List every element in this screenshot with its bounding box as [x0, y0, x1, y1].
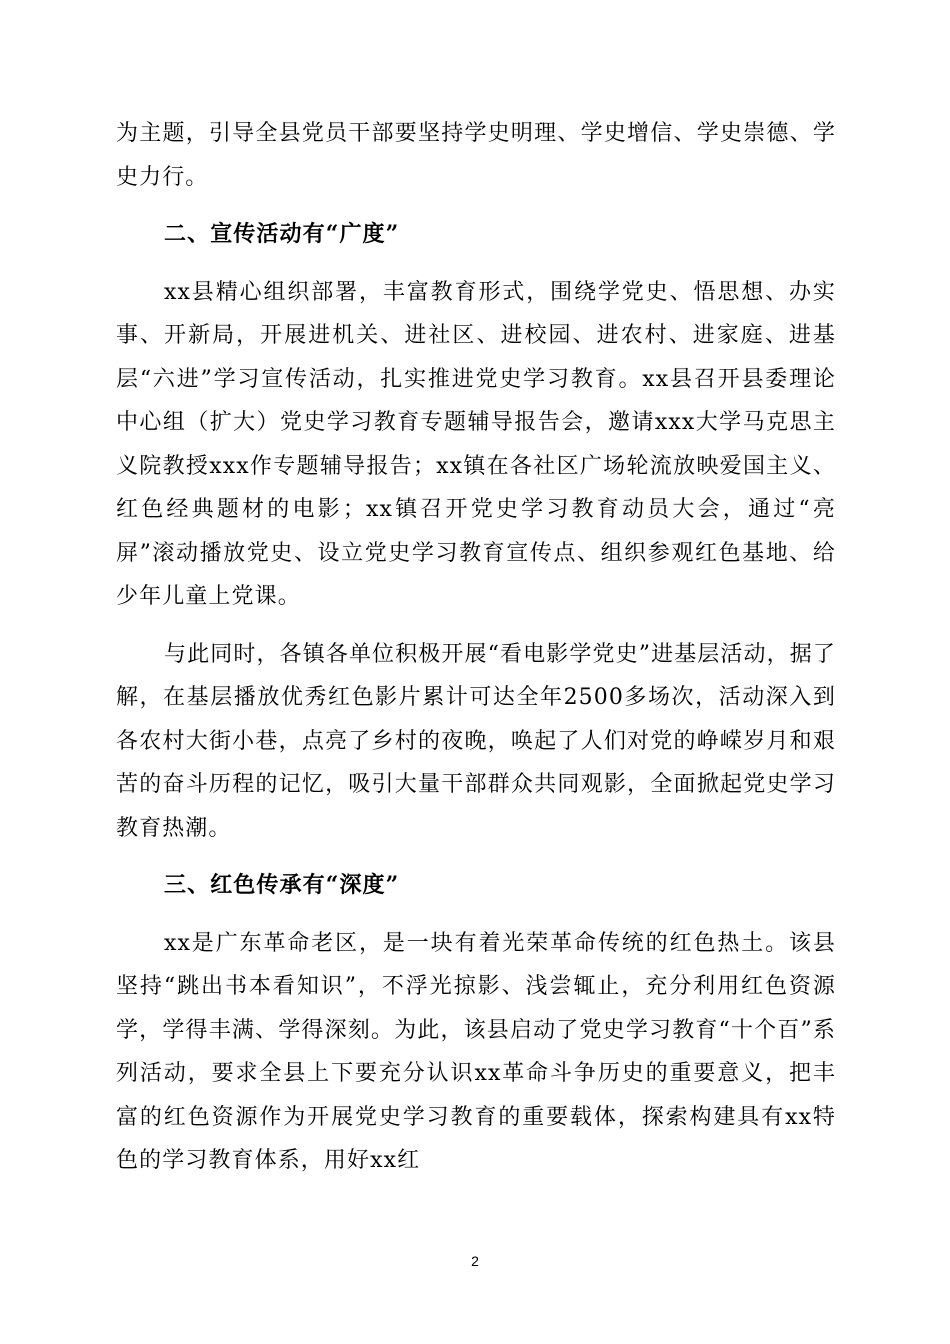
paragraph-red-heritage: xx是广东革命老区，是一块有着光荣革命传统的红色热土。该县坚持“跳出书本看知识”，不浮光掠影、浅尝辄止，充分利用红色资源学，学得丰满、学得深刻。为此，该县启动了党史学习教育“十个百”系列活动，要求全县上下要充分认识xx革命斗争历史的重要意义，把丰富的红色资源作为开展党史学习教育的重要载体，探索构建具有xx特色的学习教育体系，用好xx红 — [116, 930, 836, 1173]
paragraph-continuation: 为主题，引导全县党员干部要坚持学史明理、学史增信、学史崇德、学史力行。 — [116, 121, 836, 190]
section-heading-2: 二、宣传活动有“广度” — [164, 221, 400, 247]
page-number: 2 — [471, 1253, 479, 1269]
paragraph-publicity: xx县精心组织部署，丰富教育形式，围绕学党史、悟思想、办实事、开新局，开展进机关、进社区、进校园、进农村、进家庭、进基层“六进”学习宣传活动，扎实推进党史学习教育。xx县召开县委理论中心组（扩大）党史学习教育专题辅导报告会，邀请xxx大学马克思主义院教授xxx作专题辅导报告；xx镇在各社区广场轮流放映爱国主义、红色经典题材的电影；xx镇召开党史学习教育动员大会，通过“亮屏”滚动播放党史、设立党史学习教育宣传点、组织参观红色基地、给少年儿童上党课。 — [116, 279, 836, 609]
section-heading-3: 三、红色传承有“深度” — [164, 872, 400, 898]
paragraph-film-activity: 与此同时，各镇各单位积极开展“看电影学党史”进基层活动，据了解，在基层播放优秀红色影片累计可达全年2500多场次，活动深入到各农村大街小巷，点亮了乡村的夜晚，唤起了人们对党的峥嵘岁月和艰苦的奋斗历程的记忆，吸引大量干部群众共同观影，全面掀起党史学习教育热潮。 — [116, 641, 836, 841]
document-body — [116, 112, 836, 1183]
